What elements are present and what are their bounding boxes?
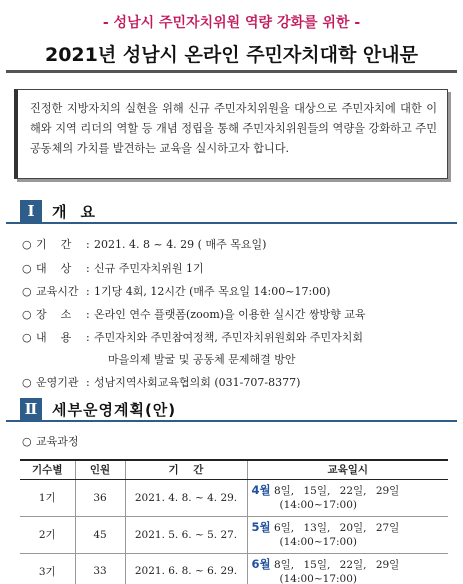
header-count: 인원 bbox=[75, 460, 125, 479]
item-label: 교육시간 bbox=[36, 285, 79, 298]
day-list: 8일, 15일, 22일, 29일 bbox=[273, 485, 400, 497]
item-value: 신규 주민자치위원 1기 bbox=[94, 262, 204, 275]
overview-item-place: ○ 장 소 : 온라인 연수 플랫폼(zoom)을 이용한 실시간 쌍방향 교육 bbox=[22, 308, 366, 321]
sub-label: 교육과정 bbox=[36, 435, 79, 448]
cell-cohort: 1기 bbox=[20, 479, 75, 516]
section-title: 세부운영계획(안) bbox=[52, 401, 177, 419]
item-value: 2021. 4. 8 ~ 4. 29 ( 매주 목요일) bbox=[94, 238, 267, 251]
cell-period: 2021. 4. 8. ~ 4. 29. bbox=[125, 479, 247, 516]
item-value: 온라인 연수 플랫폼(zoom)을 이용한 실시간 쌍방향 교육 bbox=[94, 308, 366, 321]
overview-item-target: ○ 대 상 : 신규 주민자치위원 1기 bbox=[22, 262, 204, 275]
item-label: 기 간 bbox=[36, 238, 72, 251]
section-number-badge: Ⅱ bbox=[20, 398, 42, 420]
time-range: (14:00~17:00) bbox=[279, 499, 358, 511]
header-schedule: 교육일시 bbox=[247, 460, 448, 479]
cell-period: 2021. 5. 6. ~ 5. 27. bbox=[125, 516, 247, 553]
item-value: 주민자치와 주민참여정책, 주민자치위원회와 주민자치회 bbox=[94, 331, 364, 344]
day-list: 8일, 15일, 22일, 29일 bbox=[273, 558, 400, 571]
header-period: 기 간 bbox=[125, 460, 247, 479]
cell-schedule bbox=[247, 479, 448, 516]
document-title: 2021년 성남시 온라인 주민자치대학 안내문 bbox=[44, 44, 418, 66]
cell-schedule bbox=[247, 516, 448, 553]
bullet: ○ bbox=[22, 308, 32, 321]
cell-count: 45 bbox=[75, 516, 125, 553]
item-value: 성남지역사회교육협의회 (031-707-8377) bbox=[94, 376, 301, 389]
table-row bbox=[20, 516, 448, 553]
month-label: 5월 bbox=[251, 520, 271, 534]
cell-cohort: 2기 bbox=[20, 516, 75, 553]
time-range: (14:00~17:00) bbox=[279, 572, 358, 584]
overview-item-hours: ○ 교육시간 : 1기당 4회, 12시간 (매주 목요일 14:00~17:00) bbox=[22, 285, 331, 298]
overview-item-operator: ○ 운영기관 : 성남지역사회교육협의회 (031-707-8377) bbox=[22, 376, 301, 389]
item-label: 내 용 bbox=[36, 331, 72, 344]
item-label: 장 소 bbox=[36, 308, 72, 321]
overview-item-content-line2 bbox=[108, 352, 296, 368]
section-number-badge: Ⅰ bbox=[20, 200, 42, 222]
intro-text: 진정한 지방자치의 실현을 위해 신규 주민자치위원을 대상으로 주민자치에 대한 이해와 지역 리더의 역할 등 개념 정립을 통해 주민자치위원들의 역량을 강화하고 주민 공동체의 가치를 발견하는 교육을 실시하고자 합니다. bbox=[30, 102, 437, 155]
day-list: 6일, 13일, 20일, 27일 bbox=[273, 522, 400, 534]
cell-count: 33 bbox=[75, 553, 125, 584]
cell-period: 2021. 6. 8. ~ 6. 29. bbox=[125, 553, 247, 584]
cell-cohort: 3기 bbox=[20, 553, 75, 584]
bullet: ○ bbox=[22, 285, 32, 298]
overview-item-content: ○ 내 용 : 주민자치와 주민참여정책, 주민자치위원회와 주민자치회 bbox=[22, 331, 364, 344]
table-row bbox=[20, 553, 448, 584]
table-header-row bbox=[20, 460, 448, 479]
section-overview-header bbox=[6, 200, 457, 224]
overview-item-period: ○ 기 간 : 2021. 4. 8 ~ 4. 29 ( 매주 목요일) bbox=[22, 238, 267, 251]
bullet: ○ bbox=[22, 435, 32, 448]
cell-count: 36 bbox=[75, 479, 125, 516]
month-label: 6월 bbox=[251, 556, 271, 571]
item-value-continued: 마을의제 발굴 및 공동체 문제해결 방안 bbox=[108, 353, 296, 366]
schedule-table bbox=[20, 459, 448, 584]
cell-schedule bbox=[247, 553, 448, 584]
table-row bbox=[20, 479, 448, 516]
title-divider bbox=[6, 70, 457, 73]
section-plan-header bbox=[6, 398, 457, 422]
time-range: (14:00~17:00) bbox=[279, 536, 358, 548]
intro-box bbox=[14, 89, 448, 179]
bullet: ○ bbox=[22, 238, 32, 251]
header-cohort: 기수별 bbox=[20, 460, 75, 479]
section-title: 개요 bbox=[52, 203, 109, 221]
bullet: ○ bbox=[22, 376, 32, 389]
curriculum-label bbox=[22, 434, 79, 450]
month-label: 4월 bbox=[251, 483, 271, 497]
item-label: 운영기관 bbox=[36, 376, 79, 389]
document-subtitle: - 성남시 주민자치위원 역량 강화를 위한 - bbox=[102, 15, 361, 31]
bullet: ○ bbox=[22, 331, 32, 344]
bullet: ○ bbox=[22, 262, 32, 275]
item-value: 1기당 4회, 12시간 (매주 목요일 14:00~17:00) bbox=[94, 285, 331, 298]
item-label: 대 상 bbox=[36, 262, 72, 275]
